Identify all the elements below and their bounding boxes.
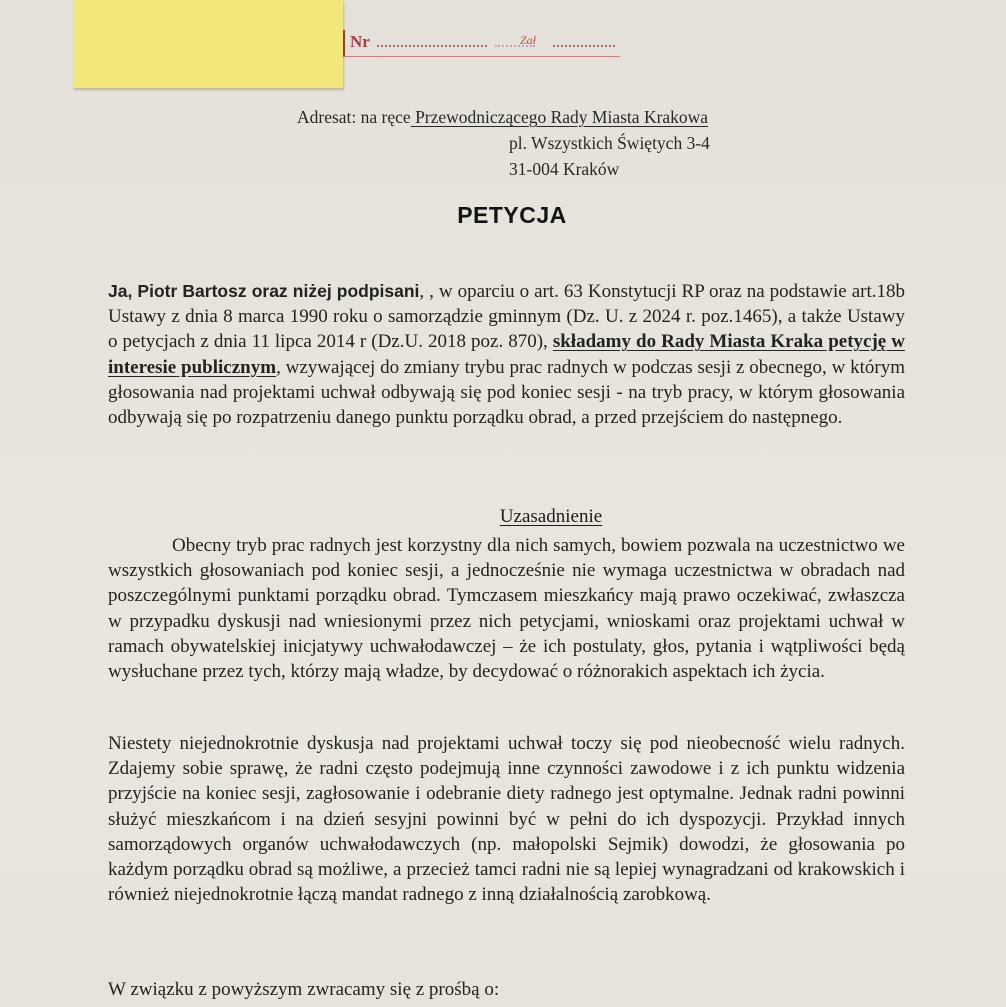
stamp-attachment-field	[553, 36, 615, 47]
document-title: PETYCJA	[457, 202, 567, 228]
stamp-attachment-label: Zał	[520, 33, 537, 47]
addressee-line	[297, 104, 710, 130]
addressee-prefix: Adresat: na ręce	[297, 107, 411, 127]
stamp-number-label: Nr	[350, 32, 370, 51]
justification-paragraph-2: Niestety niejednokrotnie dyskusja nad projektami uchwał toczy się pod nieobecność wielu radnych. Zdajemy sobie sprawę, że radni często podejmują inne czynności zawodowe i z ich punktu widzenia przyjście na koniec sesji, zagłosowanie i odebranie diety radnego jest optymalne. Jednak radni powinni służyć mieszkańcom i na dzień sesyjni powinni być w pełni do ich dyspozycji. Przykład innych samorządowych organów uchwałodawczych (np. małopolski Sejmik) dowodzi, że głosowania po każdym porządku obrad są możliwe, a przecież tamci radni nie są lepiej wynagradzani od krakowskich i również niejednokrotnie łączą mandat radnego z inną działalnością zarobkową.	[108, 733, 905, 906]
sticky-note	[73, 0, 343, 88]
request-lead: W związku z powyższym zwracamy się z prośbą o:	[108, 979, 500, 1000]
justification-paragraph-1: Obecny tryb prac radnych jest korzystny dla nich samych, bowiem pozwala na uczestnictwo we wszystkich głosowaniach pod koniec sesji, a jednocześnie nie wymaga uczestnictwa w obradach nad poszczególnymi punktami porządku obrad. Tymczasem mieszkańcy mają prawo oczekiwać, zwłaszcza w przypadku dyskusji nad wniesionymi przez nich petycjami, wnioskami oraz projektami uchwał w ramach obywatelskiej inicjatywy uchwałodawczej – że ich postulaty, głos, pytania i wątpliwości będą wysłuchane przez tych, którzy mają władze, by decydować o różnorakich aspektach ich życia.	[108, 535, 905, 683]
addressee-street: pl. Wszystkich Świętych 3-4	[509, 133, 710, 153]
registration-stamp	[343, 30, 620, 57]
addressee-block	[297, 104, 710, 182]
intro-text-part2: , wzywającej do zmiany trybu prac radnych w podczas sesji z obecnego, w którym głosowania nad projektami uchwał odbywają się pod koniec sesji - na tryb pracy, w którym głosowania odbywają się po rozpatrzeniu danego punktu porządku obrad, a przed przejściem do następnego.	[108, 356, 905, 429]
addressee-city: 31-004 Kraków	[509, 159, 620, 179]
intro-bold-underlined: składamy do Rady Miasta Kraka petycję w interesie publicznym	[108, 331, 905, 378]
intro-text-part1: , , w oparciu o art. 63 Konstytucji RP oraz na podstawie art.18b Ustawy z dnia 8 marca 1990 roku o samorządzie gminnym (Dz. U. z 2024 r. poz.1465), a także Ustawy o petycjach z dnia 11 lipca 2014 r (Dz.U. 2018 poz. 870),	[108, 281, 905, 353]
addressee-recipient: Przewodniczącego Rady Miasta Krakowa	[410, 107, 709, 127]
intro-paragraph	[108, 279, 905, 430]
justification-heading: Uzasadnienie	[499, 506, 603, 527]
stamp-number-field	[377, 36, 487, 47]
intro-bold-lead: Ja, Piotr Bartosz oraz niżej podpisani	[108, 281, 420, 301]
